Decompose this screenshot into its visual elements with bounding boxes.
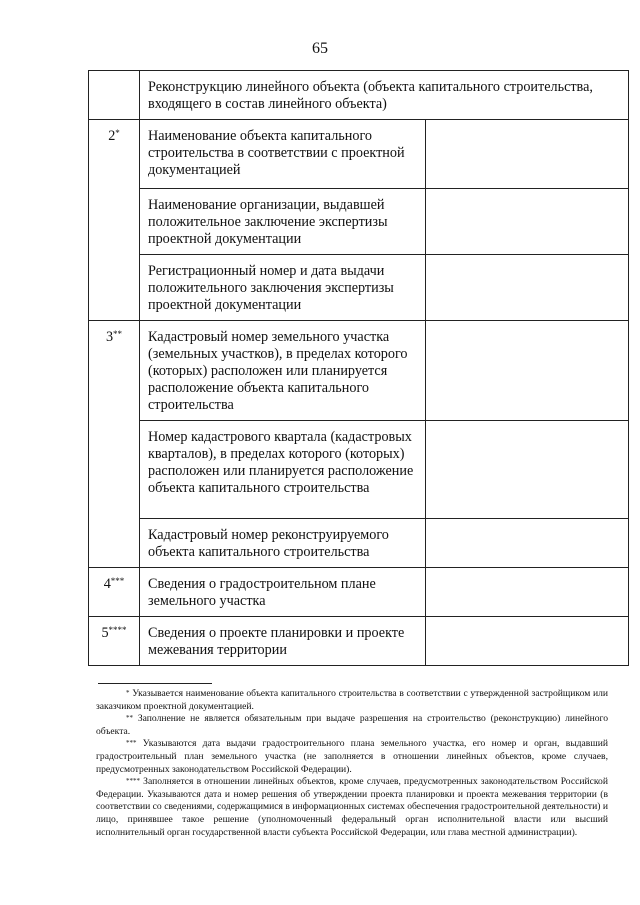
row-label-cell: Наименование организации, выдавшей положительное заключение экспертизы проектной документации <box>140 189 426 255</box>
value-cell <box>426 617 629 666</box>
footnote-marker: **** <box>126 777 140 786</box>
table-row <box>89 120 629 189</box>
footnote <box>96 713 608 738</box>
footnote-marker: *** <box>110 576 125 586</box>
table-row <box>89 519 629 568</box>
row-label-cell: Сведения о градостроительном плане земельного участка <box>140 568 426 617</box>
row-number: 3 <box>105 329 114 345</box>
footnote <box>96 688 608 713</box>
value-cell <box>426 421 629 519</box>
row-number: 5 <box>101 625 109 641</box>
value-cell <box>426 120 629 189</box>
row-number-cell <box>89 568 140 617</box>
row-label-cell: Кадастровый номер земельного участка (земельных участков), в пределах которого (которых) расположен или планируется расположение объекта капитального строительства <box>140 321 426 421</box>
table-row <box>89 71 629 120</box>
value-cell <box>426 519 629 568</box>
footnote-marker: * <box>126 689 130 697</box>
footnote <box>96 738 608 776</box>
row-label-cell: Реконструкцию линейного объекта (объекта капитального строительства, входящего в состав линейного объекта) <box>140 71 629 120</box>
table-row <box>89 189 629 255</box>
table-row <box>89 321 629 421</box>
footnote-text: Указывается наименование объекта капитального строительства в соответствии с утвержденной застройщиком или заказчиком проектной документацией. <box>96 688 609 712</box>
row-number-cell <box>89 71 140 120</box>
table-row <box>89 255 629 321</box>
footnote-marker: ** <box>113 329 123 339</box>
row-number-cell <box>89 321 140 568</box>
footnotes <box>96 688 608 839</box>
footnote-marker: * <box>115 128 120 138</box>
row-number-cell <box>89 617 140 666</box>
footnote-text: Указываются дата выдачи градостроительного плана земельного участка, его номер и орган, выдавший градостроительный план земельного участка (не заполняется в отношении линейных объектов, кроме случаев, предусмотренных законодательством Российской Федерации). <box>96 738 608 775</box>
row-label-cell: Сведения о проекте планировки и проекте межевания территории <box>140 617 426 666</box>
footnote-text: Заполнение не является обязательным при выдаче разрешения на строительство (реконструкцию) линейного объекта. <box>96 713 609 737</box>
value-cell <box>426 189 629 255</box>
footnote-marker: ** <box>126 714 133 723</box>
footnote-separator <box>98 683 212 684</box>
value-cell <box>426 255 629 321</box>
value-cell <box>426 321 629 421</box>
table-row <box>89 568 629 617</box>
permit-form-table <box>88 70 629 666</box>
table-row <box>89 617 629 666</box>
footnote-marker: **** <box>108 625 127 635</box>
row-number: 2 <box>108 128 116 144</box>
row-label-cell: Номер кадастрового квартала (кадастровых кварталов), в пределах которого (которых) расположен или планируется расположение объекта капитального строительства <box>140 421 426 519</box>
footnote-text: Заполняется в отношении линейных объектов, кроме случаев, предусмотренных законодательством Российской Федерации. Указываются дата и номер решения об утверждении проекта планировки и проекта межевания территории (в соответствии со сведениями, содержащимися в информационных системах обеспечения градостроительной деятельности) и лицо, принявшее такое решение (уполномоченный федеральный орган исполнительной власти или высший исполнительный орган государственной власти субъекта Российской Федерации, или глава местной администрации). <box>96 776 608 838</box>
row-label-cell: Регистрационный номер и дата выдачи положительного заключения экспертизы проектной документации <box>140 255 426 321</box>
row-number-cell <box>89 120 140 321</box>
row-number: 4 <box>103 576 111 592</box>
row-label-cell: Кадастровый номер реконструируемого объекта капитального строительства <box>140 519 426 568</box>
table-row <box>89 421 629 519</box>
footnote-marker: *** <box>126 739 137 748</box>
value-cell <box>426 568 629 617</box>
page-number: 65 <box>312 40 328 57</box>
row-label-cell: Наименование объекта капитального строительства в соответствии с проектной документацией <box>140 120 426 189</box>
footnote <box>96 776 608 839</box>
